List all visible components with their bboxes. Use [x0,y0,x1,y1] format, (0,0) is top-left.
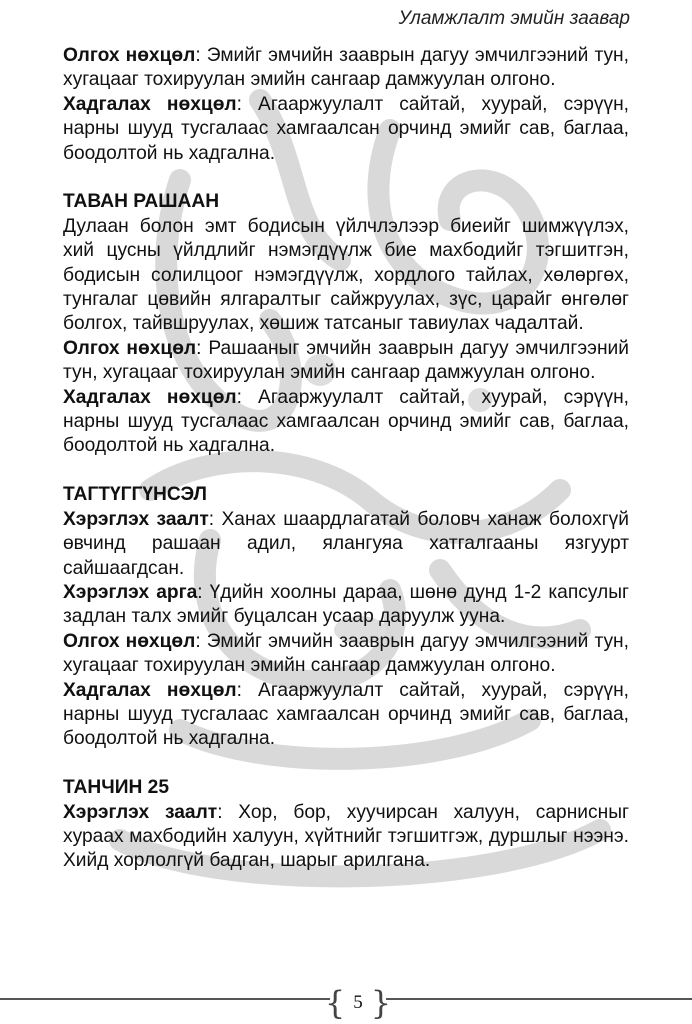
running-header: Уламжлалт эмийн заавар [398,8,630,29]
section-gap [63,752,629,776]
paragraph-label: Олгох нөхцөл [63,630,196,652]
paragraph [63,679,629,752]
page-number: 5 [353,992,363,1013]
paragraph-text: : Хор, бор, хуучирсан халуун, сарнисныг хураах махбодийн халуун, хүйтнийг тэгшитгэж, дуршлыг нээнэ. Хийд хорлолгүй бадган, шарыг арилгана. [63,801,630,872]
paragraph-label: Олгох нөхцөл [63,337,197,359]
paragraph-text: : Эмийг эмчийн зааврын дагуу эмчилгээний тун, хугацааг тохируулан эмийн сангаар дамжуулан олгоно. [63,630,629,677]
paragraph [63,508,629,581]
paragraph-text: : Рашааныг эмчийн зааврын дагуу эмчилгээний тун, хугацааг тохируулан эмийн сангаар дамжуулан олгоно. [63,337,629,384]
section-gap [63,166,629,190]
section-heading: ТАГТҮГГҮНСЭЛ [63,484,207,506]
paragraph-text: : Агааржуулалт сайтай, хуурай, сэрүүн, нарны шууд тусгалаас хамгаалсан орчинд эмийг сав, баглаа, боодолтой нь хадгална. [63,679,629,750]
paragraph [63,44,629,93]
paragraph-label: Олгох нөхцөл [63,45,196,66]
paragraph-text: : Үдийн хоолны дараа, шөнө дунд 1-2 капсулыг задлан талх эмийг буцалсан усаар даруулж ууна. [63,581,629,628]
paragraph-text: : Ханах шаардлагатай боловч ханаж болохгүй өвчинд рашаан адил, ялангуяа хатгалгааны язгуурт сайшаагдсан. [63,508,629,579]
paragraph [63,337,629,386]
section-heading: ТАВАН РАШААН [63,191,220,213]
section-heading: ТАНЧИН 25 [63,777,170,799]
paragraph-label: Хадгалах нөхцөл [63,386,237,408]
paragraph-text: Дулаан болон эмт бодисын үйлчлэлээр биеийг шимжүүлэх, хий цусны үйлдлийг нэмэгдүүлж бие махбодийг тэгшитгэн, бодисын солилцоог нэмэгдүүлж, хордлого тайлах, хөлөргөх, тунгалаг цөвийн ялгаралтыг сайжруулах, зүс, царайг өнгөлөг болгох, тайвшруулах, хөшиж татсаныг тавиулах чадалтай. [63,215,629,335]
paragraph-text: : Эмийг эмчийн зааврын дагуу эмчилгээний тун, хугацааг тохируулан эмийн сангаар дамжуулан олгоно. [63,45,629,91]
paragraph-label: Хадгалах нөхцөл [63,679,237,701]
paragraph [63,215,629,337]
paragraph-label: Хэрэглэх заалт [63,801,218,823]
paragraph [63,581,629,630]
paragraph [63,801,629,874]
paragraph-label: Хэрэглэх арга [63,581,198,603]
paragraph-label: Хэрэглэх заалт [63,508,209,530]
paragraph [63,386,629,459]
paragraph-text: : Агааржуулалт сайтай, хуурай, сэрүүн, нарны шууд тусгалаас хамгаалсан орчинд эмийг сав, баглаа, боодолтой нь хадгална. [63,93,629,164]
document-body [63,44,629,874]
paragraph-text: : Агааржуулалт сайтай, хуурай, сэрүүн, нарны шууд тусгалаас хамгаалсан орчинд эмийг сав, баглаа, боодолтой нь хадгална. [63,386,629,457]
paragraph [63,630,629,679]
left-brace-ornament: { [324,984,346,1022]
paragraph [63,93,629,166]
section-gap [63,459,629,483]
page-number-box [324,984,392,1022]
paragraph-label: Хадгалах нөхцөл [63,93,237,115]
right-brace-ornament: } [370,984,392,1022]
